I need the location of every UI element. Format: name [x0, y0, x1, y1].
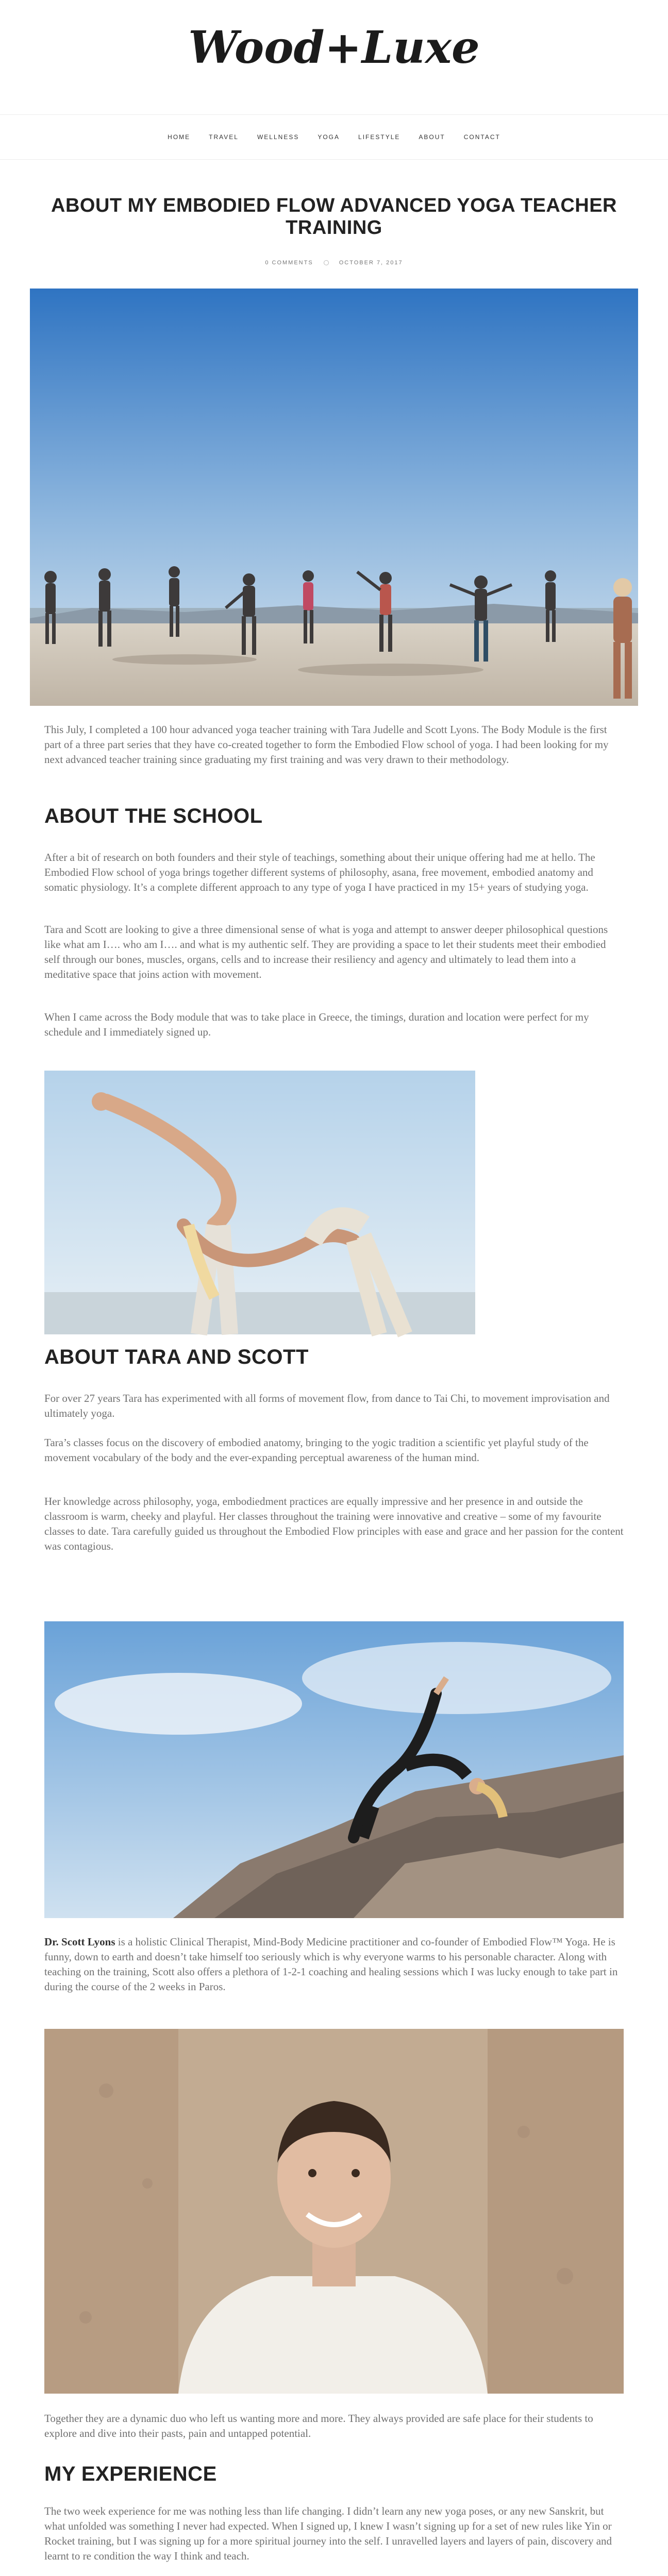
nav-item-contact[interactable]: CONTACT	[463, 133, 500, 141]
image-partner-backbend	[44, 1071, 475, 1334]
image-dancer-on-rocks	[44, 1621, 624, 1918]
tara-paragraph-1: For over 27 years Tara has experimented with all forms of movement flow, from dance to Tai Chi, to movement improvisation and ultimately yoga.	[44, 1392, 610, 1419]
school-paragraph-3: When I came across the Body module that was to take place in Greece, the timings, duration and location were perfect for my schedule and I immediately signed up.	[44, 1011, 589, 1038]
scott-description: is a holistic Clinical Therapist, Mind-Body Medicine practitioner and co-founder of Embodied Flow™ Yoga. He is funny, down to earth and doesn’t take himself too seriously which is why everyone warms to his personable character. Along with teaching on the training, Scott also offers a plethora of 1-2-1 coaching and healing sessions which I was lucky enough to take part in during the course of the 2 weeks in Paros.	[44, 1936, 618, 1993]
main-navigation	[0, 114, 668, 160]
nav-item-travel[interactable]: TRAVEL	[209, 133, 239, 141]
heading-my-experience: MY EXPERIENCE	[44, 2463, 217, 2485]
scott-paragraph	[44, 1935, 624, 1994]
heading-about-tara-scott: ABOUT TARA AND SCOTT	[44, 1346, 309, 1368]
logo-wordmark	[188, 21, 480, 77]
hero-image-group-terrace	[30, 289, 638, 706]
heading-about-school: ABOUT THE SCHOOL	[44, 805, 263, 827]
comments-link[interactable]: 0 COMMENTS	[265, 260, 313, 266]
tara-paragraph-2: Tara’s classes focus on the discovery of embodied anatomy, bringing to the yogic tradition a scientific yet playful study of the movement vocabulary of the body and the ever-expanding perceptual awareness of the human mind.	[44, 1436, 589, 1464]
site-logo[interactable]	[0, 21, 668, 77]
svg-text:Wood+Luxe: Wood+Luxe	[188, 22, 480, 74]
intro-paragraph: This July, I completed a 100 hour advanced yoga teacher training with Tara Judelle and Scott Lyons. The Body Module is the first part of a three part series that they have co-created together to form the Embodied Flow school of yoga. I had been looking for my next advanced teacher training since graduating my first training and was very drawn to their methodology.	[44, 723, 609, 766]
together-paragraph: Together they are a dynamic duo who left us wanting more and more. They always provided are safe place for their students to explore and dive into their pasts, pain and untapped potential.	[44, 2412, 593, 2439]
nav-item-wellness[interactable]: WELLNESS	[257, 133, 299, 141]
experience-paragraph: The two week experience for me was nothing less than life changing. I didn’t learn any new yoga poses, or any new Sanskrit, but what unfolded was something I never had expected. When I signed up, I knew I wasn’t signing up for a set of new rules like Yin or Rocket training, but I was signing up for a more spiritual journey into the self. I unravelled layers and layers of pain, discovery and learnt to re condition the way I think and teach.	[44, 2505, 612, 2562]
nav-item-lifestyle[interactable]: LIFESTYLE	[358, 133, 400, 141]
meta-separator-icon	[324, 260, 329, 265]
nav-item-about[interactable]: ABOUT	[419, 133, 445, 141]
scott-name: Dr. Scott Lyons	[44, 1936, 115, 1948]
school-paragraph-1: After a bit of research on both founders and their style of teachings, something about their unique offering had me at hello. The Embodied Flow school of yoga brings together different systems of philosophy, asana, free movement, embodied anatomy and somatic physiology. It’s a complete different approach to any type of yoga I have practiced in my 15+ years of studying yoga.	[44, 851, 595, 893]
nav-item-yoga[interactable]: YOGA	[318, 133, 340, 141]
image-scott-portrait	[44, 2029, 624, 2394]
tara-paragraph-3: Her knowledge across philosophy, yoga, embodiedment practices are equally impressive and her presence in and outside the classroom is warm, cheeky and playful. Her classes throughout the training were innovative and creative – some of my favourite classes to date. Tara carefully guided us throughout the Embodied Flow principles with ease and grace and her passion for the content was contagious.	[44, 1495, 624, 1552]
school-paragraph-2: Tara and Scott are looking to give a three dimensional sense of what is yoga and attempt to answer deeper philosophical questions like what am I…. who am I…. and what is my authentic self. They are providing a space to let their students meet their embodied self through our bones, muscles, organs, cells and to increase their resiliency and agency and ultimately to lead them into a meditative space that joins action with movement.	[44, 923, 608, 980]
nav-item-home[interactable]: HOME	[168, 133, 191, 141]
post-title: ABOUT MY EMBODIED FLOW ADVANCED YOGA TEACHER TRAINING	[51, 195, 617, 239]
post-meta	[0, 260, 668, 266]
post-date: OCTOBER 7, 2017	[339, 260, 403, 266]
